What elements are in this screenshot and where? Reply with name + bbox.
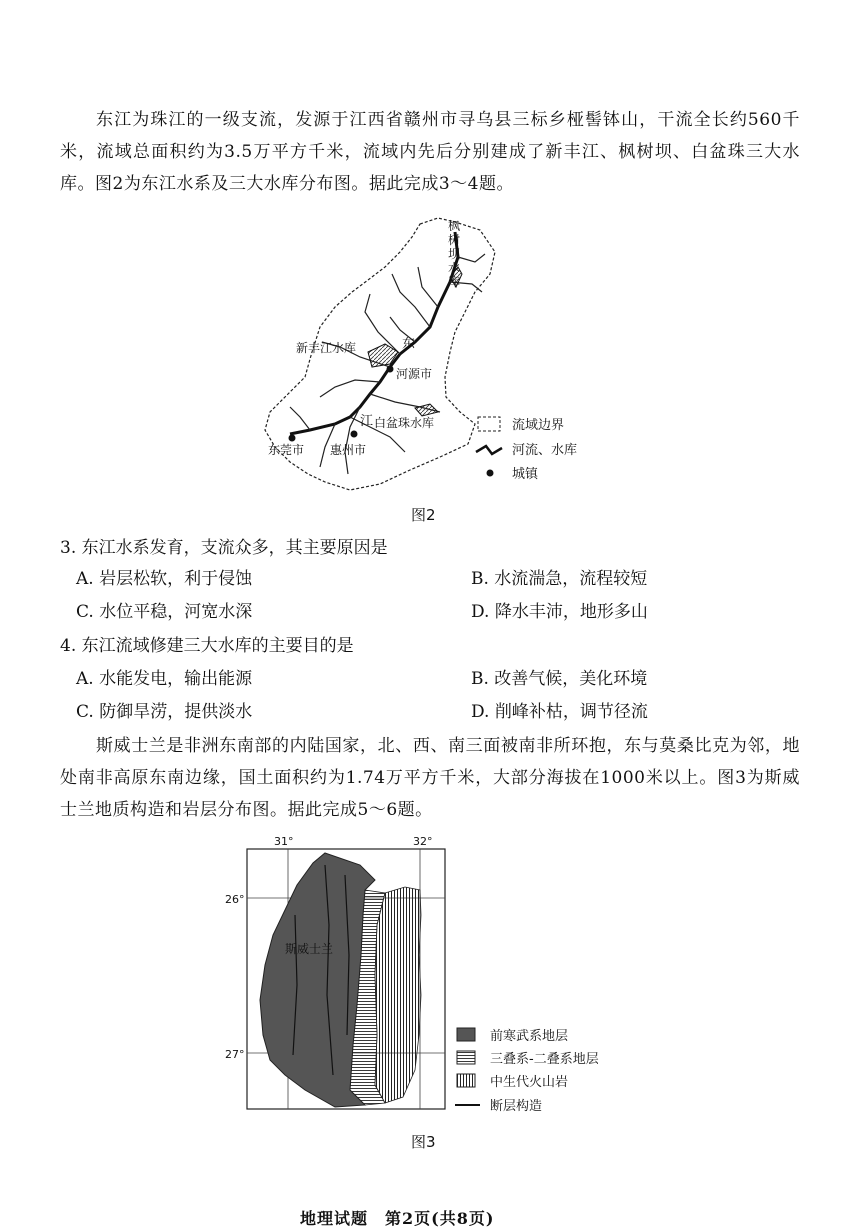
svg-text:树: 树 xyxy=(448,233,461,247)
passage-1: 东江为珠江的一级支流，发源于江西省赣州市寻乌县三标乡桠髻钵山，干流全长约560千米，流域总面积约为3.5万平方千米，流域内先后分别建成了新丰江、枫树坝、白盆珠三大水库。图2为东江水系及三大水库分布图。据此完成3～4题。 xyxy=(60,110,800,194)
q4-option-a: A. 水能发电，输出能源 xyxy=(76,669,253,689)
heyuan-label: 河源市 xyxy=(396,367,433,381)
question-3-stem: 3. 东江水系发育，支流众多，其主要原因是 xyxy=(60,538,388,558)
svg-text:中生代火山岩: 中生代火山岩 xyxy=(490,1075,569,1090)
q3-option-d: D. 降水丰沛，地形多山 xyxy=(471,602,648,622)
figure-2-caption: 图2 xyxy=(411,506,436,524)
lat-26-label: 26° xyxy=(225,893,245,906)
q3-option-a: A. 岩层松软，利于侵蚀 xyxy=(76,569,253,589)
jiang-label: 江 xyxy=(360,414,374,429)
lon-31-label: 31° xyxy=(274,835,294,848)
baipenzhu-label: 白盆珠水库 xyxy=(374,416,435,430)
huizhou-label: 惠州市 xyxy=(330,443,367,457)
figure-2-legend xyxy=(476,417,577,482)
figure-3-caption: 图3 xyxy=(411,1133,436,1151)
dongjiang-main-river xyxy=(290,232,461,434)
q4-option-c: C. 防御旱涝，提供淡水 xyxy=(76,702,253,722)
svg-text:断层构造: 断层构造 xyxy=(490,1099,543,1114)
svg-text:坝: 坝 xyxy=(448,247,461,261)
figure-2-map xyxy=(250,212,630,497)
heyuan-town xyxy=(387,366,394,373)
country-label: 斯威士兰 xyxy=(285,942,334,956)
q4-option-b: B. 改善气候，美化环境 xyxy=(471,669,648,689)
svg-text:城镇: 城镇 xyxy=(512,467,539,482)
figure-3-map xyxy=(225,835,645,1125)
dongguan-label: 东莞市 xyxy=(268,443,305,457)
page-footer: 地理试题 第2页(共8页) xyxy=(300,1209,495,1228)
dong-label: 东 xyxy=(402,337,416,352)
xinfengjiang-label: 新丰江水库 xyxy=(296,341,357,355)
dongguan-town xyxy=(289,435,296,442)
fengshuba-label-1: 枫 xyxy=(448,219,461,233)
svg-text:枫 xyxy=(448,218,460,233)
svg-text:水: 水 xyxy=(448,261,461,275)
svg-text:前寒武系地层: 前寒武系地层 xyxy=(490,1029,569,1044)
q4-option-d: D. 削峰补枯，调节径流 xyxy=(471,702,648,722)
huizhou-town xyxy=(351,431,358,438)
passage-2: 斯威士兰是非洲东南部的内陆国家，北、西、南三面被南非所环抱，东与莫桑比克为邻，地处南非高原东南边缘，国土面积约为1.74万平方千米，大部分海拔在1000米以上。图3为斯威士兰地质构造和岩层分布图。据此完成5～6题。 xyxy=(60,736,800,820)
lon-32-label: 32° xyxy=(413,835,433,848)
q3-option-b: B. 水流湍急，流程较短 xyxy=(471,569,648,589)
svg-text:库: 库 xyxy=(448,275,461,289)
lat-27-label: 27° xyxy=(225,1048,245,1061)
question-4-stem: 4. 东江流域修建三大水库的主要目的是 xyxy=(60,636,354,656)
q3-option-c: C. 水位平稳，河宽水深 xyxy=(76,602,253,622)
svg-text:河流、水库: 河流、水库 xyxy=(512,443,578,458)
svg-text:流域边界: 流域边界 xyxy=(512,418,565,433)
svg-text:三叠系-二叠系地层: 三叠系-二叠系地层 xyxy=(490,1052,599,1067)
mesozoic-volcanic-area xyxy=(375,887,421,1103)
baipenzhu-reservoir xyxy=(415,404,438,416)
figure-3-legend xyxy=(455,1028,599,1114)
